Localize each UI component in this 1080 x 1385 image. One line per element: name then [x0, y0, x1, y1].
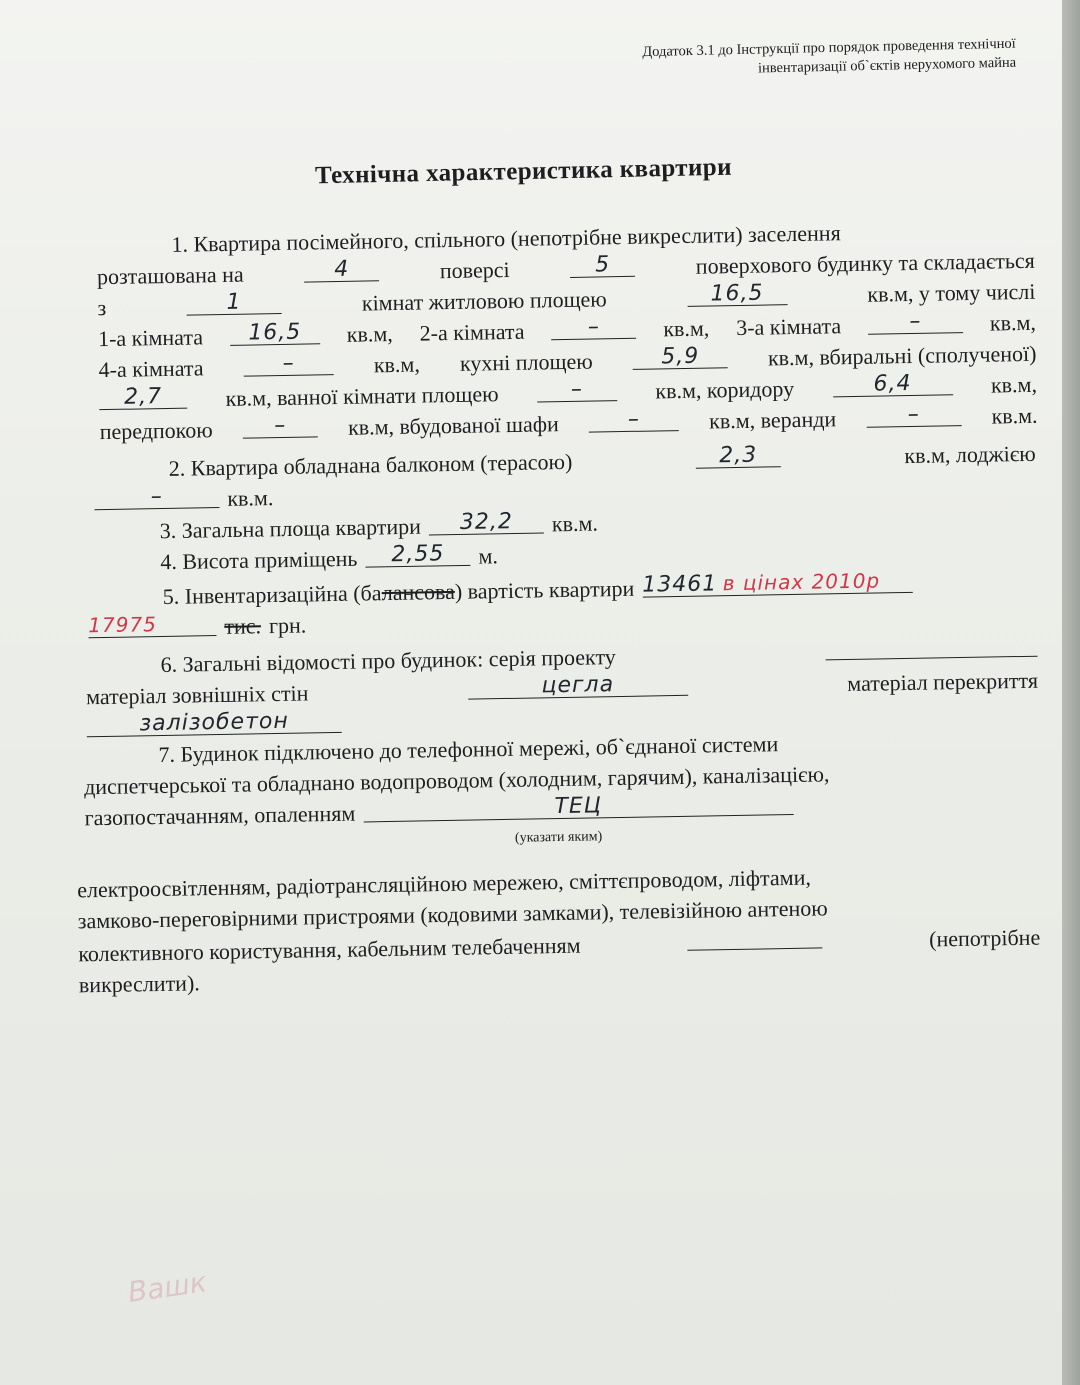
s1-text-6: кімнат житловою площею — [361, 286, 607, 316]
page-edge-shadow — [1062, 0, 1080, 1385]
appendix-line-2: інвентаризації об`єктів нерухомого майна — [757, 54, 1017, 77]
room-2-field — [551, 314, 636, 340]
room-3-label: 3-а кімната — [735, 313, 842, 341]
ceiling-field — [86, 708, 341, 737]
s7-text-1: 7. Будинок підключено до телефонної мережі, об`єднаної системи — [158, 731, 779, 768]
height-field — [365, 541, 470, 568]
s1-text-2: розташована на — [96, 261, 244, 290]
height-value: 2,55 — [391, 541, 445, 568]
s2-text-3: кв.м. — [227, 485, 274, 511]
wc-label: кв.м, вбиральні (сполученої) — [767, 340, 1037, 371]
veranda-field — [866, 401, 961, 428]
balcony-value: 2,3 — [719, 442, 758, 469]
hall-label: передпокою — [99, 417, 213, 445]
living-area-value: 16,5 — [710, 280, 764, 307]
room-1-unit: кв.м, — [346, 321, 393, 347]
living-area-field — [687, 280, 787, 307]
room-4-unit: кв.м, — [373, 351, 421, 378]
kitchen-field — [633, 343, 728, 370]
corridor-unit: кв.м, — [990, 371, 1038, 398]
value-field — [642, 568, 912, 598]
room-2-label: 2-а кімната — [419, 318, 525, 346]
kitchen-value: 5,9 — [661, 343, 700, 370]
s7-text-4: електроосвітленням, радіотрансляційною мережею, сміттєпроводом, ліфтами, — [77, 864, 812, 903]
floors-total-field — [570, 252, 635, 278]
s2-text-2: кв.м, лоджією — [904, 440, 1036, 469]
value-red-note: в цінах 2010р — [722, 568, 881, 596]
kitchen-label: кухні площею — [459, 348, 593, 376]
section-1 — [96, 214, 1038, 447]
series-field — [825, 632, 1037, 661]
s3-text-1: 3. Загальна площа квартири — [159, 513, 422, 544]
bath-label: кв.м, ванної кімнати площею — [225, 381, 499, 411]
veranda-value: – — [907, 401, 921, 428]
room-2-value: – — [587, 314, 601, 340]
s5-text-1b: ) вартість квартири — [454, 575, 635, 604]
room-2-unit: кв.м, — [663, 315, 710, 342]
room-1-value: 16,5 — [248, 319, 302, 346]
total-area-value: 32,2 — [459, 509, 514, 535]
s5-text-1a: 5. Інвентаризаційна (ба — [162, 580, 382, 609]
s3-text-2: кв.м. — [551, 510, 599, 537]
section-7-continued — [77, 858, 1041, 1001]
room-3-value: – — [909, 308, 922, 335]
heating-value: ТЕЦ — [554, 793, 603, 820]
s7-text-7: (непотрібне — [928, 924, 1041, 952]
rooms-field — [186, 289, 281, 316]
bath-field — [537, 376, 617, 402]
room-4-value: – — [282, 350, 295, 376]
s7-text-6: колективного користування, кабельним телебаченням — [78, 932, 581, 967]
room-4-label: 4-а кімната — [98, 355, 204, 383]
s7-text-8: викреслити). — [78, 970, 201, 998]
wc-value: 2,7 — [123, 384, 163, 410]
s2-text-1: 2. Квартира обладнана балконом (терасою) — [168, 448, 573, 481]
corridor-label: кв.м, коридору — [655, 376, 795, 404]
s5-text-3: грн. — [268, 612, 307, 639]
bath-value: – — [570, 376, 584, 402]
s1-text-4: поверхового будинку та складається — [695, 247, 1036, 279]
red-value: 17975 — [88, 612, 158, 638]
walls-value: цегла — [541, 672, 615, 699]
wardrobe-value: – — [627, 406, 641, 432]
s7-text-5: замково-переговірними пристроями (кодовими замками), телевізійною антеною — [77, 895, 828, 934]
room-3-field — [868, 308, 963, 335]
section-2 — [94, 438, 1037, 516]
s7-text-2: диспетчерської та обладнано водопроводом (холодним, гарячим), каналізацією, — [83, 761, 830, 800]
appendix-line-1: Додаток 3.1 до Інструкції про порядок проведення технічної — [642, 35, 1016, 61]
room-3-unit: кв.м, — [989, 309, 1037, 336]
s7-text-3: газопостачанням, опаленням — [84, 800, 356, 831]
floor-value: 4 — [334, 256, 350, 283]
veranda-label: кв.м, веранди — [708, 406, 837, 434]
red-value-field — [88, 611, 216, 638]
wardrobe-field — [589, 406, 679, 433]
section-5 — [88, 566, 1039, 645]
heating-caption: (указати яким) — [514, 829, 603, 846]
s6-text-2: матеріал зовнішніх стін — [85, 680, 309, 710]
section-3-4 — [160, 505, 761, 577]
s4-text-2: м. — [478, 543, 499, 569]
balcony-field — [696, 442, 781, 468]
floor-field — [304, 256, 379, 282]
struck-unit: тис. — [224, 613, 262, 639]
veranda-unit: кв.м. — [991, 402, 1038, 429]
room-4-field — [243, 350, 333, 377]
floors-total-value: 5 — [594, 252, 611, 278]
faded-stamp: Вашк — [125, 1265, 209, 1309]
corridor-value: 6,4 — [873, 370, 912, 397]
hall-field — [243, 412, 318, 438]
appendix-note — [546, 35, 1017, 84]
corridor-field — [832, 370, 952, 397]
section-6 — [85, 632, 1038, 738]
s1-text-5: з — [97, 295, 107, 321]
s6-text-3: матеріал перекриття — [847, 667, 1039, 697]
value-value: 13461 — [642, 571, 718, 598]
section-7 — [83, 724, 1038, 834]
wc-field — [99, 384, 187, 411]
tv-field — [687, 923, 822, 950]
page-title: Технічна характеристика квартири — [314, 153, 733, 190]
total-area-field — [429, 509, 544, 536]
loggia-value: – — [150, 484, 163, 510]
ceiling-value: залізобетон — [139, 708, 289, 737]
wardrobe-label: кв.м, вбудованої шафи — [347, 411, 559, 440]
s1-text-3: поверсі — [439, 256, 510, 284]
hall-value: – — [274, 412, 287, 439]
s5-struck-text: лансова — [381, 578, 456, 606]
s1-text-7: кв.м, у тому числі — [867, 278, 1036, 307]
s1-text-1: 1. Квартира посімейного, спільного (непотрібне викреслити) заселення — [171, 220, 841, 257]
s4-text-1: 4. Висота приміщень — [160, 545, 358, 575]
rooms-value: 1 — [226, 289, 242, 315]
room-1-label: 1-а кімната — [97, 324, 204, 352]
loggia-field — [94, 483, 219, 510]
room-1-field — [230, 319, 320, 346]
walls-field — [468, 671, 688, 700]
s6-text-1: 6. Загальні відомості про будинок: серія проекту — [160, 644, 616, 678]
